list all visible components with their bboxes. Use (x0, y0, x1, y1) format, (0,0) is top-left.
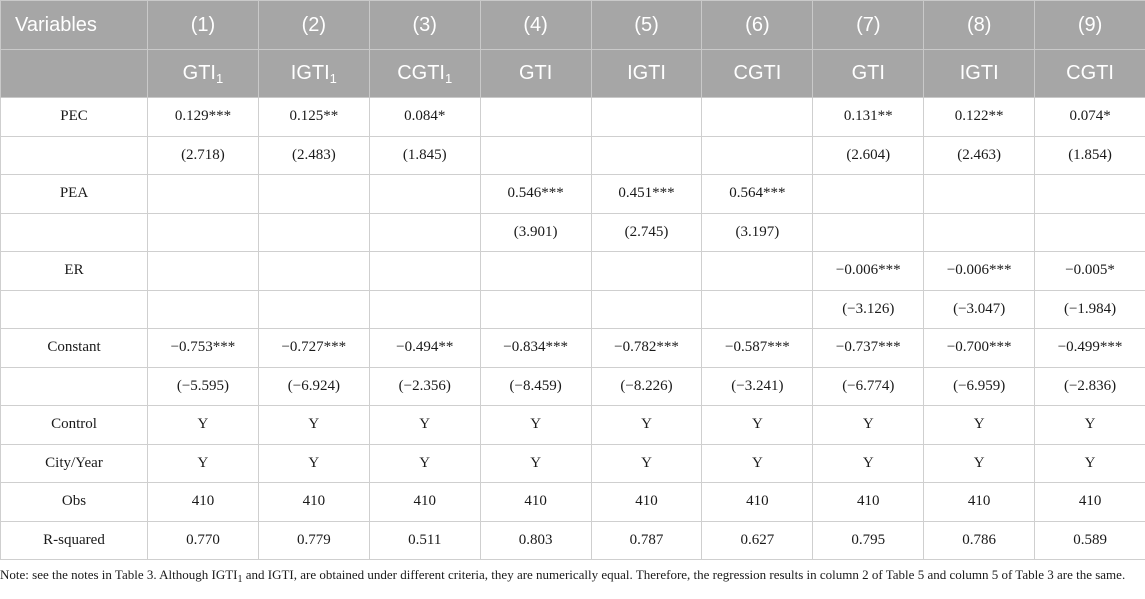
table-header (1, 1, 1145, 98)
table-cell: (−8.459) (480, 367, 591, 406)
table-cell: 410 (148, 483, 259, 522)
table-cell: Y (1035, 444, 1145, 483)
table-cell: Y (258, 406, 369, 445)
table-cell (148, 175, 259, 214)
table-cell: (−2.836) (1035, 367, 1145, 406)
table-cell (480, 290, 591, 329)
table-cell: 0.131** (813, 98, 924, 137)
row-label: Constant (1, 329, 148, 368)
table-cell: Y (148, 444, 259, 483)
table-cell (258, 175, 369, 214)
row-label: PEA (1, 175, 148, 214)
table-cell: 0.074* (1035, 98, 1145, 137)
table-cell: Y (591, 444, 702, 483)
table-cell: (3.197) (702, 213, 813, 252)
table-row (1, 98, 1145, 137)
table-row (1, 367, 1145, 406)
table-cell (148, 252, 259, 291)
table-cell (148, 290, 259, 329)
dependent-variable-header: GTI (480, 50, 591, 98)
dependent-variable-name: CGTI (397, 62, 445, 84)
dependent-variable-header: CGTI (1035, 50, 1145, 98)
table-cell: (−3.126) (813, 290, 924, 329)
dependent-variable-header: CGTI (702, 50, 813, 98)
table-cell (702, 136, 813, 175)
table-body (1, 98, 1145, 560)
table-cell: (−2.356) (369, 367, 480, 406)
table-cell: 410 (369, 483, 480, 522)
table-cell: (1.854) (1035, 136, 1145, 175)
table-cell: −0.499*** (1035, 329, 1145, 368)
dependent-variable-name: GTI (182, 62, 216, 84)
table-cell: Y (591, 406, 702, 445)
table-row (1, 329, 1145, 368)
table-cell: 0.770 (148, 521, 259, 560)
table-cell: Y (702, 444, 813, 483)
table-row (1, 136, 1145, 175)
table-cell: (−1.984) (1035, 290, 1145, 329)
table-cell: 410 (258, 483, 369, 522)
table-cell: −0.782*** (591, 329, 702, 368)
row-label: ER (1, 252, 148, 291)
table-cell: 0.803 (480, 521, 591, 560)
table-cell (702, 252, 813, 291)
dependent-variable-name: IGTI (290, 62, 330, 84)
row-label: City/Year (1, 444, 148, 483)
table-cell: (−3.241) (702, 367, 813, 406)
table-cell (1035, 213, 1145, 252)
table-note (0, 565, 1138, 584)
table-cell (702, 98, 813, 137)
table-row (1, 406, 1145, 445)
table-cell: 0.795 (813, 521, 924, 560)
table-cell: 410 (702, 483, 813, 522)
table-cell: Y (258, 444, 369, 483)
table-cell (591, 252, 702, 291)
table-cell (1035, 175, 1145, 214)
table-cell (813, 213, 924, 252)
table-cell: −0.753*** (148, 329, 259, 368)
table-cell: −0.587*** (702, 329, 813, 368)
row-label (1, 367, 148, 406)
table-cell: (3.901) (480, 213, 591, 252)
table-row (1, 444, 1145, 483)
table-cell (591, 98, 702, 137)
table-cell: 0.122** (924, 98, 1035, 137)
table-cell: (−6.924) (258, 367, 369, 406)
table-cell: Y (924, 444, 1035, 483)
table-cell (813, 175, 924, 214)
table-cell: Y (480, 406, 591, 445)
table-cell (369, 175, 480, 214)
table-cell: (−6.774) (813, 367, 924, 406)
table-cell (369, 290, 480, 329)
table-cell: 0.589 (1035, 521, 1145, 560)
table-cell: 410 (591, 483, 702, 522)
table-cell: Y (369, 406, 480, 445)
column-number-header: (1) (148, 1, 259, 50)
table-cell (480, 98, 591, 137)
table-cell (924, 213, 1035, 252)
table-cell: (−8.226) (591, 367, 702, 406)
column-number-header: (8) (924, 1, 1035, 50)
table-cell (591, 290, 702, 329)
column-number-header: (6) (702, 1, 813, 50)
row-label (1, 213, 148, 252)
table-cell: 410 (924, 483, 1035, 522)
table-cell: 0.779 (258, 521, 369, 560)
row-label: Obs (1, 483, 148, 522)
column-number-header: (5) (591, 1, 702, 50)
row-label: R-squared (1, 521, 148, 560)
table-cell: −0.006*** (813, 252, 924, 291)
table-cell: 0.129*** (148, 98, 259, 137)
dependent-variable-header: GTI (813, 50, 924, 98)
table-row (1, 483, 1145, 522)
table-cell: 410 (1035, 483, 1145, 522)
table-cell: Y (924, 406, 1035, 445)
row-label: PEC (1, 98, 148, 137)
dependent-variable-header (258, 50, 369, 98)
table-cell: −0.005* (1035, 252, 1145, 291)
table-cell (148, 213, 259, 252)
table-row (1, 290, 1145, 329)
table-cell (258, 290, 369, 329)
table-cell: 410 (813, 483, 924, 522)
table-cell: Y (369, 444, 480, 483)
table-cell: Y (813, 444, 924, 483)
table-cell: (2.745) (591, 213, 702, 252)
table-cell: (2.463) (924, 136, 1035, 175)
column-number-header: (4) (480, 1, 591, 50)
table-cell: 0.564*** (702, 175, 813, 214)
table-cell: (2.604) (813, 136, 924, 175)
table-cell: Y (702, 406, 813, 445)
column-number-header: (3) (369, 1, 480, 50)
table-cell: (−3.047) (924, 290, 1035, 329)
table-cell (702, 290, 813, 329)
table-cell: 0.451*** (591, 175, 702, 214)
note-text-part1: Note: see the notes in Table 3. Although IGTI (0, 567, 238, 582)
table-cell: 0.786 (924, 521, 1035, 560)
dependent-variable-subscript: 1 (329, 71, 337, 86)
table-cell: −0.737*** (813, 329, 924, 368)
table-cell (591, 136, 702, 175)
table-cell: 0.546*** (480, 175, 591, 214)
table-cell: Y (480, 444, 591, 483)
empty-header-cell (1, 50, 148, 98)
dependent-variable-header: IGTI (924, 50, 1035, 98)
table-cell: −0.006*** (924, 252, 1035, 291)
table-cell: −0.700*** (924, 329, 1035, 368)
table-cell (480, 136, 591, 175)
table-cell: 0.511 (369, 521, 480, 560)
table-cell: (1.845) (369, 136, 480, 175)
table-cell: (2.718) (148, 136, 259, 175)
table-cell: Y (148, 406, 259, 445)
dependent-variable-row (1, 50, 1145, 98)
table-cell: −0.834*** (480, 329, 591, 368)
table-cell (924, 175, 1035, 214)
table-cell: −0.494** (369, 329, 480, 368)
column-number-row (1, 1, 1145, 50)
table-cell (369, 252, 480, 291)
table-cell: Y (813, 406, 924, 445)
table-cell: (−6.959) (924, 367, 1035, 406)
table-cell: 410 (480, 483, 591, 522)
table-cell: (2.483) (258, 136, 369, 175)
table-cell: 0.627 (702, 521, 813, 560)
dependent-variable-subscript: 1 (445, 71, 453, 86)
table-cell: Y (1035, 406, 1145, 445)
column-number-header: (9) (1035, 1, 1145, 50)
row-label (1, 290, 148, 329)
dependent-variable-header (148, 50, 259, 98)
table-row (1, 213, 1145, 252)
dependent-variable-header (369, 50, 480, 98)
dependent-variable-subscript: 1 (216, 71, 224, 86)
column-number-header: (7) (813, 1, 924, 50)
note-text-part2: and IGTI, are obtained under different criteria, they are numerically equal. Therefore, the regression results in column 2 of Table 5 and column 5 of Table 3 are the same. (242, 567, 1126, 582)
table-cell (480, 252, 591, 291)
table-cell: (−5.595) (148, 367, 259, 406)
table-cell: 0.787 (591, 521, 702, 560)
table-row (1, 175, 1145, 214)
table-cell (258, 213, 369, 252)
variables-header: Variables (1, 1, 148, 50)
table-cell (258, 252, 369, 291)
column-number-header: (2) (258, 1, 369, 50)
table-cell: 0.084* (369, 98, 480, 137)
row-label (1, 136, 148, 175)
row-label: Control (1, 406, 148, 445)
table-cell (369, 213, 480, 252)
note-subscript: 1 (237, 574, 243, 585)
table-row (1, 252, 1145, 291)
dependent-variable-header: IGTI (591, 50, 702, 98)
table-cell: −0.727*** (258, 329, 369, 368)
table-cell: 0.125** (258, 98, 369, 137)
table-row (1, 521, 1145, 560)
